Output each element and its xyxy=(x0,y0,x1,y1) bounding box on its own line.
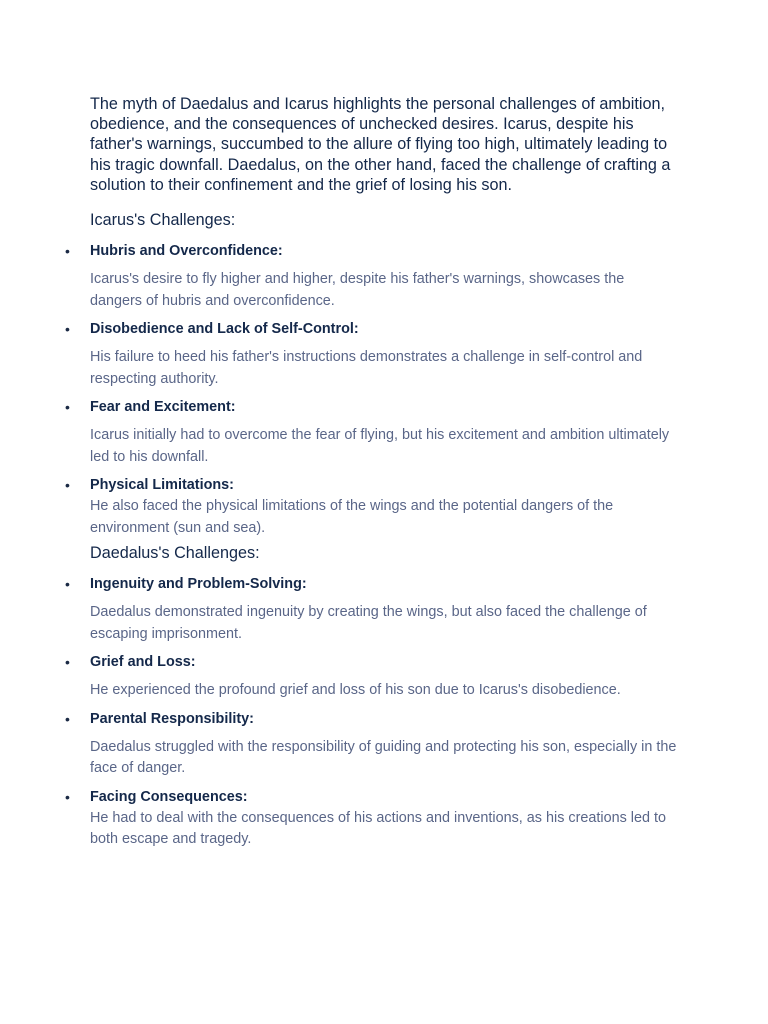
bullet-icon: • xyxy=(65,788,70,805)
bullet-icon: • xyxy=(65,477,70,494)
daedalus-challenges-heading: Daedalus's Challenges: xyxy=(90,544,260,563)
bullet-icon: • xyxy=(65,399,70,416)
item-description: He had to deal with the consequences of his actions and inventions, as his creations led to both escape and tragedy. xyxy=(90,809,666,848)
document-body xyxy=(65,94,680,851)
item-title: Facing Consequences: xyxy=(90,788,248,805)
list-item xyxy=(65,319,680,390)
item-title: Disobedience and Lack of Self-Control: xyxy=(90,321,359,338)
bullet-icon: • xyxy=(65,710,70,727)
item-description: He also faced the physical limitations of the wings and the potential dangers of the environment (sun and sea). xyxy=(90,498,614,536)
item-title: Grief and Loss: xyxy=(90,654,196,671)
item-description: Icarus's desire to fly higher and higher, despite his father's warnings, showcases the dangers of hubris and overconfidence. xyxy=(90,271,625,309)
list-item xyxy=(65,652,680,702)
item-title: Ingenuity and Problem-Solving: xyxy=(90,576,307,593)
list-item xyxy=(65,574,680,645)
item-description: Daedalus demonstrated ingenuity by creating the wings, but also faced the challenge of escaping imprisonment. xyxy=(90,604,647,642)
item-description: His failure to heed his father's instructions demonstrates a challenge in self-control and respecting authority. xyxy=(90,349,643,387)
intro-paragraph: The myth of Daedalus and Icarus highlights the personal challenges of ambition, obedience, and the consequences of unchecked desires. Icarus, despite his father's warnings, succumbed to the allure of flying too high, ultimately leading to his tragic downfall. Daedalus, on the other hand, faced the challenge of crafting a solution to their confinement and the grief of losing his son. xyxy=(90,95,671,194)
list-item xyxy=(65,787,680,851)
list-item xyxy=(65,709,680,780)
item-title: Fear and Excitement: xyxy=(90,399,236,416)
item-description: Icarus initially had to overcome the fear of flying, but his excitement and ambition ultimately led to his downfall. xyxy=(90,427,670,465)
bullet-icon: • xyxy=(65,243,70,260)
icarus-challenges-list xyxy=(65,241,680,539)
item-description: Daedalus struggled with the responsibility of guiding and protecting his son, especially in the face of danger. xyxy=(90,738,677,777)
daedalus-challenges-list xyxy=(65,574,680,851)
icarus-challenges-heading: Icarus's Challenges: xyxy=(90,211,236,230)
list-item xyxy=(65,475,680,539)
item-title: Physical Limitations: xyxy=(90,477,234,494)
bullet-icon: • xyxy=(65,576,70,593)
list-item xyxy=(65,397,680,468)
item-description: He experienced the profound grief and loss of his son due to Icarus's disobedience. xyxy=(90,682,621,699)
item-title: Hubris and Overconfidence: xyxy=(90,243,283,260)
bullet-icon: • xyxy=(65,654,70,671)
bullet-icon: • xyxy=(65,321,70,338)
item-title: Parental Responsibility: xyxy=(90,710,254,727)
list-item xyxy=(65,241,680,312)
